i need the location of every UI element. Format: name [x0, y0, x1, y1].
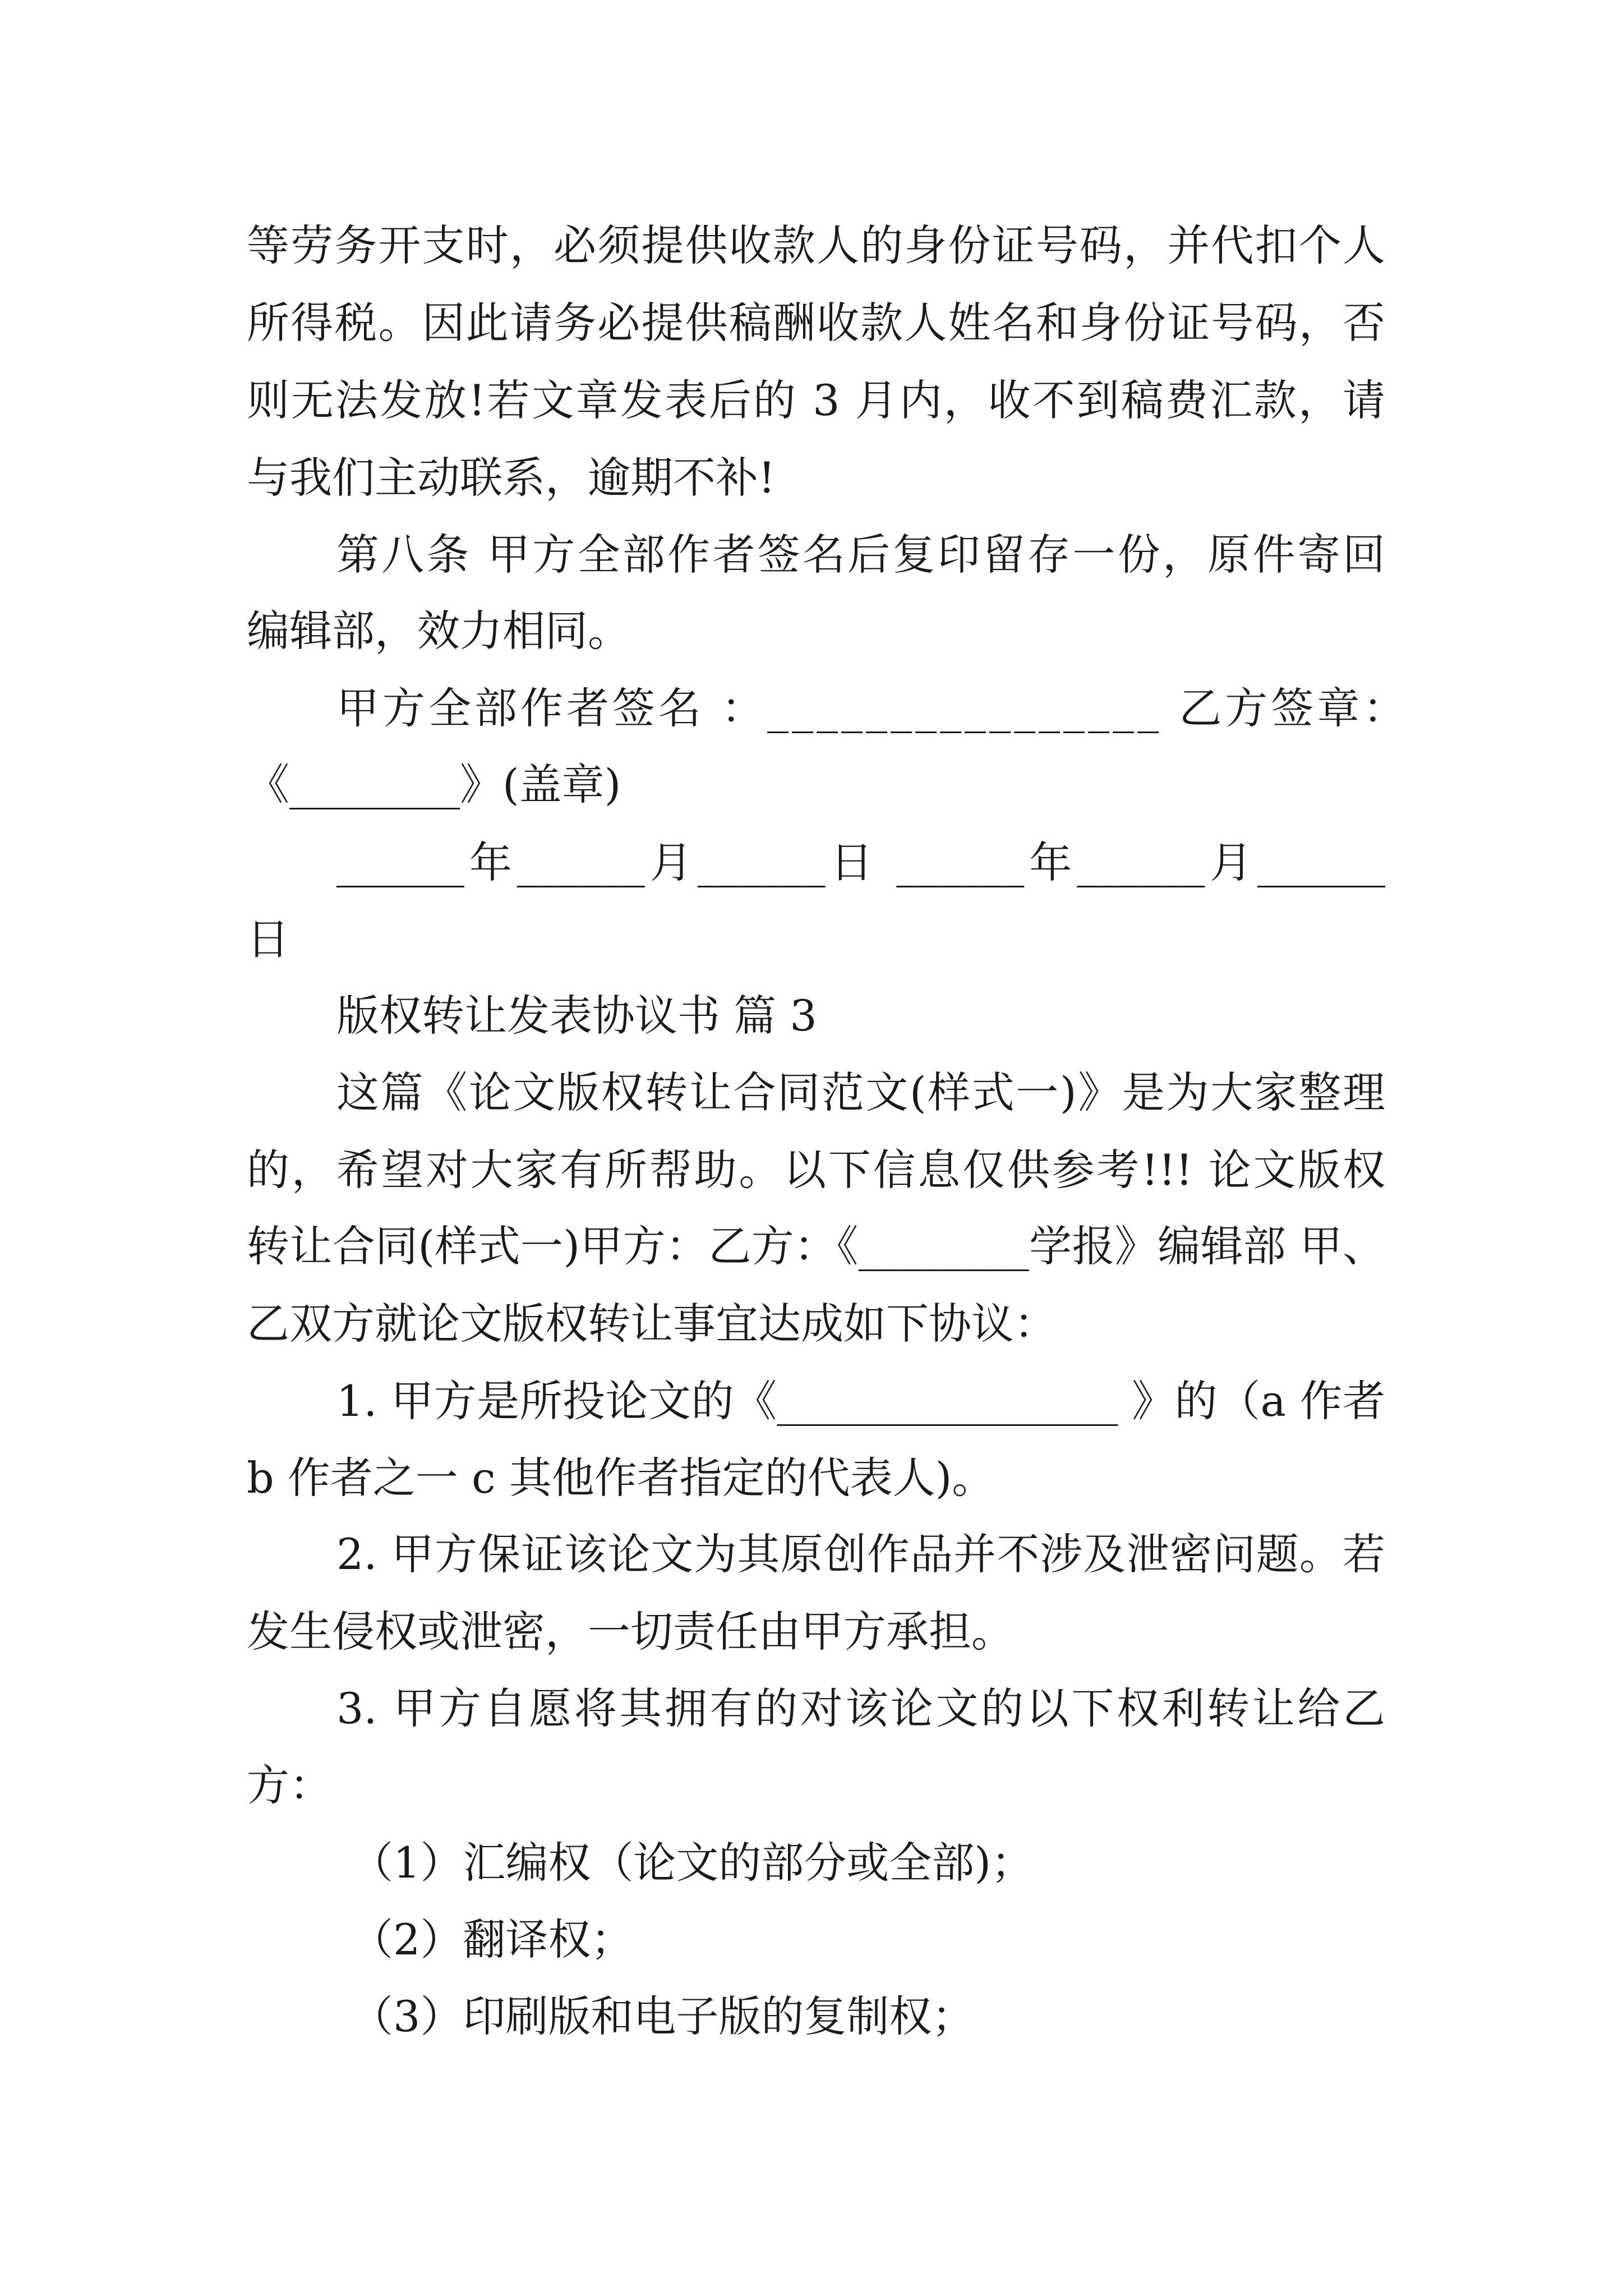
text-line: b 作者之一 c 其他作者指定的代表人)。: [247, 1453, 995, 1503]
text-line: 这篇《论文版权转让合同范文(样式一)》是为大家整理: [336, 1068, 1385, 1117]
text-line: 则无法发放!若文章发表后的 3 月内，收不到稿费汇款，请: [247, 375, 1385, 425]
clause-3: 3. 甲方自愿将其拥有的对该论文的以下权利转让给乙: [336, 1683, 1385, 1733]
text-line: 日: [247, 914, 289, 964]
article-eight: 第八条 甲方全部作者签名后复印留存一份，原件寄回: [336, 530, 1385, 579]
text-line: 方：: [247, 1760, 332, 1810]
seal-line: 《________》(盖章): [247, 760, 621, 809]
list-item: （1）汇编权（论文的部分或全部)；: [351, 1838, 1034, 1888]
text-line: 的，希望对大家有所帮助。以下信息仅供参考!!! 论文版权: [247, 1145, 1385, 1195]
text-line: 等劳务开支时，必须提供收款人的身份证号码，并代扣个人: [247, 220, 1385, 270]
text-line: 与我们主动联系，逾期不补!: [247, 453, 776, 503]
clause-2: 2. 甲方保证该论文为其原创作品并不涉及泄密问题。若: [336, 1529, 1385, 1579]
text-line: 乙双方就论文版权转让事宜达成如下协议：: [247, 1299, 1057, 1349]
date-line: ______年______月______日 ______年______月______: [336, 838, 1385, 887]
text-line: 发生侵权或泄密，一切责任由甲方承担。: [247, 1607, 1014, 1657]
text-line: 所得税。因此请务必提供稿酬收款人姓名和身份证号码，否: [247, 298, 1385, 348]
text-line: 编辑部，效力相同。: [247, 606, 630, 656]
signature-line: 甲方全部作者签名 ：________________ 乙方签章：: [336, 683, 1409, 733]
section-heading: 版权转让发表协议书 篇 3: [336, 991, 817, 1041]
list-item: （3）印刷版和电子版的复制权；: [351, 1991, 975, 2041]
list-item: （2）翻译权；: [351, 1915, 634, 1964]
clause-1: 1. 甲方是所投论文的《________________ 》的（a 作者: [336, 1376, 1385, 1426]
text-line: 转让合同(样式一)甲方：乙方：《________学报》编辑部 甲、: [247, 1221, 1385, 1271]
